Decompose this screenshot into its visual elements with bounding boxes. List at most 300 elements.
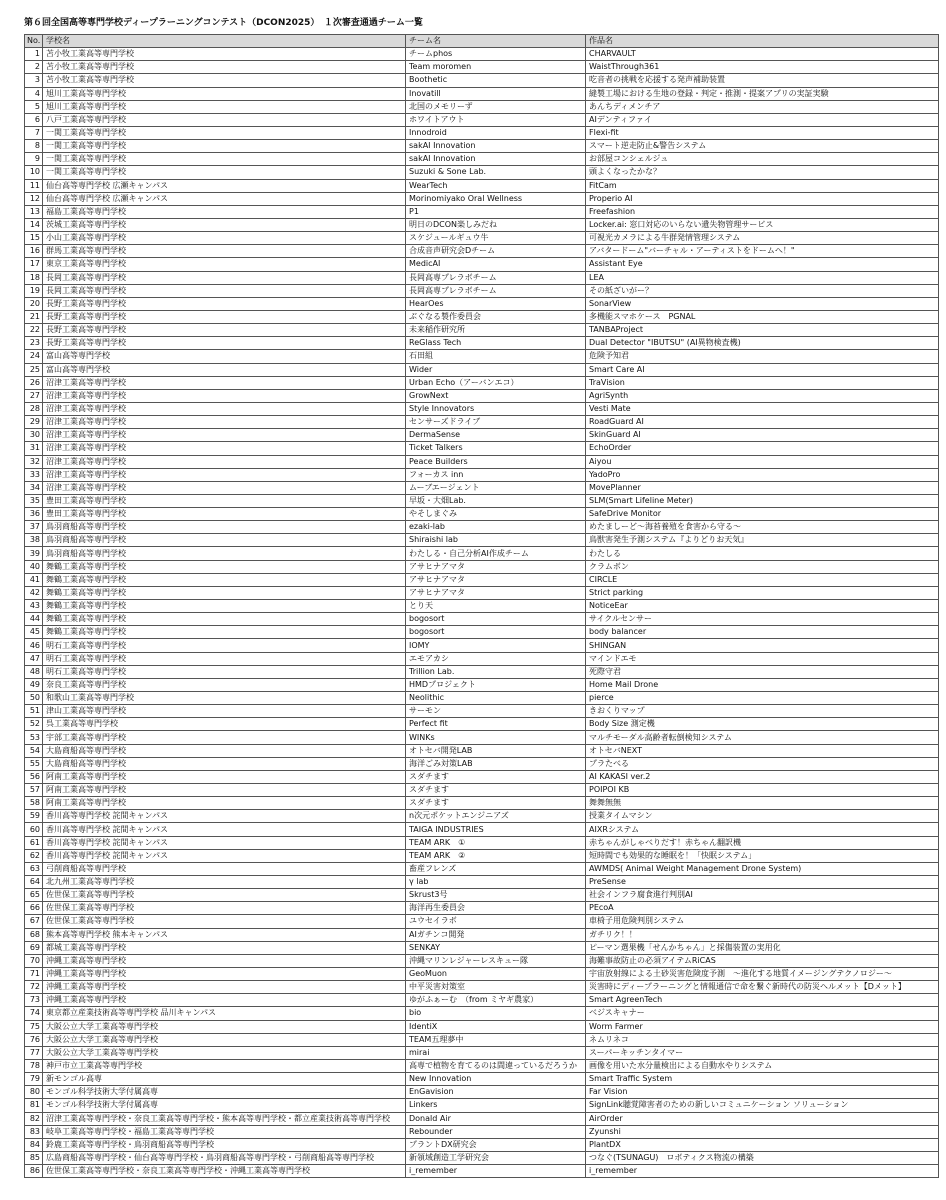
school-name: 鳥羽商船高等専門学校: [43, 521, 406, 534]
school-name: 阿南工業高等専門学校: [43, 770, 406, 783]
work-name: Smart Traffic System: [586, 1073, 939, 1086]
team-name: チームphos: [406, 48, 586, 61]
work-name: わたしる: [586, 547, 939, 560]
team-name: センサーズドライブ: [406, 416, 586, 429]
row-no: 72: [25, 981, 43, 994]
table-row: [25, 823, 939, 836]
row-no: 43: [25, 600, 43, 613]
school-name: 一関工業高等専門学校: [43, 140, 406, 153]
team-name: bogosort: [406, 613, 586, 626]
table-row: [25, 902, 939, 915]
row-no: 24: [25, 350, 43, 363]
team-name: フォーカス inn: [406, 468, 586, 481]
team-name: HMDプロジェクト: [406, 678, 586, 691]
table-row: [25, 429, 939, 442]
row-no: 73: [25, 994, 43, 1007]
row-no: 56: [25, 770, 43, 783]
work-name: Assistant Eye: [586, 258, 939, 271]
work-name: LEA: [586, 271, 939, 284]
team-name: 新領域創造工学研究会: [406, 1151, 586, 1164]
work-name: 社会インフラ腐食進行判別AI: [586, 889, 939, 902]
team-name: 畜産フレンズ: [406, 862, 586, 875]
row-no: 83: [25, 1125, 43, 1138]
table-row: [25, 941, 939, 954]
work-name: Freefashion: [586, 205, 939, 218]
team-name: TAIGA INDUSTRIES: [406, 823, 586, 836]
work-name: TraVision: [586, 376, 939, 389]
row-no: 31: [25, 442, 43, 455]
table-row: [25, 1033, 939, 1046]
team-name: Morinomiyako Oral Wellness: [406, 192, 586, 205]
school-name: 佐世保工業高等専門学校: [43, 889, 406, 902]
table-row: [25, 494, 939, 507]
table-row: [25, 100, 939, 113]
school-name: 苫小牧工業高等専門学校: [43, 48, 406, 61]
table-row: [25, 757, 939, 770]
work-name: ピーマン選果機「せんかちゃん」と採傷装置の実用化: [586, 941, 939, 954]
work-name: サイクルセンサー: [586, 613, 939, 626]
team-name: スダチます: [406, 797, 586, 810]
work-name: 吃音者の挑戦を応援する発声補助装置: [586, 74, 939, 87]
school-name: 鳥羽商船高等専門学校: [43, 534, 406, 547]
school-name: 長野工業高等専門学校: [43, 324, 406, 337]
school-name: 一関工業高等専門学校: [43, 126, 406, 139]
school-name: 香川高等専門学校 詫間キャンパス: [43, 849, 406, 862]
row-no: 62: [25, 849, 43, 862]
row-no: 76: [25, 1033, 43, 1046]
school-name: 東京都立産業技術高等専門学校 品川キャンパス: [43, 1007, 406, 1020]
table-row: [25, 284, 939, 297]
team-name: オトセバ開発LAB: [406, 744, 586, 757]
document-title: 第６回全国高等専門学校ディープラーニングコンテスト（DCON2025） １次審査通過チーム一覧: [24, 18, 423, 28]
school-name: 奈良工業高等専門学校: [43, 678, 406, 691]
row-no: 45: [25, 626, 43, 639]
table-row: [25, 718, 939, 731]
work-name: 舞舞無無: [586, 797, 939, 810]
team-name: New Innovation: [406, 1073, 586, 1086]
table-row: [25, 1099, 939, 1112]
table-row: [25, 271, 939, 284]
work-name: POIPOI KB: [586, 784, 939, 797]
work-name: Smart AgreenTech: [586, 994, 939, 1007]
work-name: i_remember: [586, 1165, 939, 1178]
work-name: 死際守君: [586, 665, 939, 678]
team-name: Urban Echo（アーバンエコ）: [406, 376, 586, 389]
school-name: 舞鶴工業高等専門学校: [43, 586, 406, 599]
work-name: TANBAProject: [586, 324, 939, 337]
team-name: Donald Air: [406, 1112, 586, 1125]
work-name: マルチモーダル高齢者転倒検知システム: [586, 731, 939, 744]
school-name: 沖縄工業高等専門学校: [43, 981, 406, 994]
work-name: PlantDX: [586, 1138, 939, 1151]
row-no: 47: [25, 652, 43, 665]
school-name: 一関工業高等専門学校: [43, 153, 406, 166]
table-row: [25, 810, 939, 823]
table-row: [25, 1059, 939, 1072]
team-name: 長岡高専プレラボチーム: [406, 284, 586, 297]
work-name: クラムボン: [586, 560, 939, 573]
team-name: ユウセイラボ: [406, 915, 586, 928]
school-name: 明石工業高等専門学校: [43, 665, 406, 678]
table-row: [25, 613, 939, 626]
table-row: [25, 573, 939, 586]
row-no: 55: [25, 757, 43, 770]
table-row: [25, 455, 939, 468]
school-name: 宇部工業高等専門学校: [43, 731, 406, 744]
table-row: [25, 521, 939, 534]
team-name: sakAI Innovation: [406, 153, 586, 166]
table-row: [25, 416, 939, 429]
team-name: Ticket Talkers: [406, 442, 586, 455]
school-name: 鈴鹿工業高等専門学校・鳥羽商船高等専門学校: [43, 1138, 406, 1151]
school-name: 仙台高等専門学校 広瀬キャンパス: [43, 179, 406, 192]
table-row: [25, 1046, 939, 1059]
work-name: スマート逆走防止&警告システム: [586, 140, 939, 153]
team-name: DermaSense: [406, 429, 586, 442]
table-row: [25, 376, 939, 389]
row-no: 39: [25, 547, 43, 560]
school-name: 呉工業高等専門学校: [43, 718, 406, 731]
table-row: [25, 48, 939, 61]
row-no: 34: [25, 481, 43, 494]
work-name: マインドエモ: [586, 652, 939, 665]
table-header-row: [25, 35, 939, 48]
work-name: SHINGAN: [586, 639, 939, 652]
school-name: 沼津工業高等専門学校: [43, 442, 406, 455]
school-name: 長野工業高等専門学校: [43, 297, 406, 310]
table-row: [25, 1165, 939, 1178]
table-row: [25, 74, 939, 87]
school-name: 新モンゴル高専: [43, 1073, 406, 1086]
row-no: 79: [25, 1073, 43, 1086]
school-name: 香川高等専門学校 詫間キャンパス: [43, 810, 406, 823]
team-name: bogosort: [406, 626, 586, 639]
table-row: [25, 639, 939, 652]
row-no: 14: [25, 218, 43, 231]
row-no: 71: [25, 967, 43, 980]
school-name: 沼津工業高等専門学校: [43, 376, 406, 389]
team-name: GeoMuon: [406, 967, 586, 980]
team-name: mirai: [406, 1046, 586, 1059]
team-name: 海洋再生委員会: [406, 902, 586, 915]
work-name: CHARVAULT: [586, 48, 939, 61]
team-name: とり天: [406, 600, 586, 613]
work-name: 縫製工場における生地の登録・判定・推測・提案アプリの実証実験: [586, 87, 939, 100]
school-name: 沼津工業高等専門学校: [43, 416, 406, 429]
row-no: 78: [25, 1059, 43, 1072]
row-no: 60: [25, 823, 43, 836]
team-name: AIガチンコ開発: [406, 928, 586, 941]
table-row: [25, 692, 939, 705]
team-name: Team moromen: [406, 61, 586, 74]
row-no: 51: [25, 705, 43, 718]
team-name: 中平災害対策室: [406, 981, 586, 994]
table-row: [25, 297, 939, 310]
row-no: 48: [25, 665, 43, 678]
work-name: Properio AI: [586, 192, 939, 205]
table-row: [25, 310, 939, 323]
row-no: 8: [25, 140, 43, 153]
row-no: 75: [25, 1020, 43, 1033]
work-name: Locker.ai: 窓口対応のいらない遺失物管理サービス: [586, 218, 939, 231]
row-no: 12: [25, 192, 43, 205]
row-no: 26: [25, 376, 43, 389]
team-name: 未来稲作研究所: [406, 324, 586, 337]
row-no: 19: [25, 284, 43, 297]
work-name: Strict parking: [586, 586, 939, 599]
row-no: 77: [25, 1046, 43, 1059]
table-row: [25, 678, 939, 691]
row-no: 53: [25, 731, 43, 744]
table-row: [25, 205, 939, 218]
row-no: 5: [25, 100, 43, 113]
school-name: 沖縄工業高等専門学校: [43, 954, 406, 967]
table-row: [25, 87, 939, 100]
work-name: Worm Farmer: [586, 1020, 939, 1033]
table-row: [25, 836, 939, 849]
table-row: [25, 876, 939, 889]
team-name: Skrust3号: [406, 889, 586, 902]
team-name: 合成音声研究会Dチーム: [406, 245, 586, 258]
row-no: 42: [25, 586, 43, 599]
school-name: 沼津工業高等専門学校: [43, 455, 406, 468]
table-row: [25, 218, 939, 231]
row-no: 82: [25, 1112, 43, 1125]
row-no: 44: [25, 613, 43, 626]
row-no: 36: [25, 508, 43, 521]
school-name: 富山高等専門学校: [43, 363, 406, 376]
school-name: 沼津工業高等専門学校: [43, 402, 406, 415]
row-no: 59: [25, 810, 43, 823]
work-name: 赤ちゃんがしゃべりだす！赤ちゃん翻訳機: [586, 836, 939, 849]
header-work: 作品名: [586, 35, 939, 48]
team-name: EnGavision: [406, 1086, 586, 1099]
school-name: モンゴル科学技術大学付属高専: [43, 1086, 406, 1099]
table-row: [25, 389, 939, 402]
team-name: P1: [406, 205, 586, 218]
school-name: 明石工業高等専門学校: [43, 652, 406, 665]
work-name: ネムリネコ: [586, 1033, 939, 1046]
team-name: アサヒナアマタ: [406, 560, 586, 573]
team-name: 北国のメモリーず: [406, 100, 586, 113]
school-name: 長野工業高等専門学校: [43, 337, 406, 350]
team-name: TEAM ARK ②: [406, 849, 586, 862]
row-no: 40: [25, 560, 43, 573]
row-no: 13: [25, 205, 43, 218]
work-name: AirOrder: [586, 1112, 939, 1125]
work-name: あんちディメンチア: [586, 100, 939, 113]
team-name: Shiraishi lab: [406, 534, 586, 547]
row-no: 7: [25, 126, 43, 139]
row-no: 35: [25, 494, 43, 507]
row-no: 86: [25, 1165, 43, 1178]
school-name: 舞鶴工業高等専門学校: [43, 573, 406, 586]
school-name: 八戸工業高等専門学校: [43, 113, 406, 126]
team-name: Innodroid: [406, 126, 586, 139]
team-name: Suzuki & Sone Lab.: [406, 166, 586, 179]
team-name: Peace Builders: [406, 455, 586, 468]
team-name: 長岡高専プレラボチーム: [406, 271, 586, 284]
school-name: 大島商船高等専門学校: [43, 757, 406, 770]
work-name: Body Size 測定機: [586, 718, 939, 731]
school-name: 広島商船高等専門学校・仙台高等専門学校・鳥羽商船高等専門学校・弓削商船高等専門学校: [43, 1151, 406, 1164]
row-no: 10: [25, 166, 43, 179]
team-name: プラントDX研究会: [406, 1138, 586, 1151]
team-name: sakAI Innovation: [406, 140, 586, 153]
row-no: 32: [25, 455, 43, 468]
school-name: モンゴル科学技術大学付属高専: [43, 1099, 406, 1112]
school-name: 神戸市立工業高等専門学校: [43, 1059, 406, 1072]
work-name: AIXRシステム: [586, 823, 939, 836]
row-no: 85: [25, 1151, 43, 1164]
school-name: 佐世保工業高等専門学校・奈良工業高等専門学校・沖縄工業高等専門学校: [43, 1165, 406, 1178]
work-name: RoadGuard AI: [586, 416, 939, 429]
team-name: n次元ポケットエンジニアズ: [406, 810, 586, 823]
header-school: 学校名: [43, 35, 406, 48]
work-name: 授業タイムマシン: [586, 810, 939, 823]
row-no: 27: [25, 389, 43, 402]
school-name: 沼津工業高等専門学校: [43, 481, 406, 494]
work-name: オトセバNEXT: [586, 744, 939, 757]
row-no: 4: [25, 87, 43, 100]
school-name: 舞鶴工業高等専門学校: [43, 613, 406, 626]
work-name: Dual Detector "IBUTSU" (AI異物検査機): [586, 337, 939, 350]
table-row: [25, 1151, 939, 1164]
table-row: [25, 140, 939, 153]
team-name: SENKAY: [406, 941, 586, 954]
team-name: 石田組: [406, 350, 586, 363]
table-row: [25, 560, 939, 573]
work-name: Aiyou: [586, 455, 939, 468]
table-row: [25, 967, 939, 980]
school-name: 沖縄工業高等専門学校: [43, 967, 406, 980]
work-name: AgriSynth: [586, 389, 939, 402]
row-no: 63: [25, 862, 43, 875]
team-name: ReGlass Tech: [406, 337, 586, 350]
school-name: 苫小牧工業高等専門学校: [43, 61, 406, 74]
work-name: SonarView: [586, 297, 939, 310]
table-row: [25, 1073, 939, 1086]
school-name: 一関工業高等専門学校: [43, 166, 406, 179]
school-name: 豊田工業高等専門学校: [43, 508, 406, 521]
team-name: わたしる・自己分析AI作成チーム: [406, 547, 586, 560]
row-no: 46: [25, 639, 43, 652]
table-row: [25, 954, 939, 967]
row-no: 41: [25, 573, 43, 586]
team-name: TEAM ARK ①: [406, 836, 586, 849]
team-name: Rebounder: [406, 1125, 586, 1138]
table-row: [25, 166, 939, 179]
school-name: 岐阜工業高等専門学校・福島工業高等専門学校: [43, 1125, 406, 1138]
school-name: 沖縄工業高等専門学校: [43, 994, 406, 1007]
team-name: GrowNext: [406, 389, 586, 402]
school-name: 長岡工業高等専門学校: [43, 284, 406, 297]
work-name: AWMDS( Animal Weight Management Drone System): [586, 862, 939, 875]
work-name: お部屋コンシェルジュ: [586, 153, 939, 166]
work-name: Home Mail Drone: [586, 678, 939, 691]
table-row: [25, 784, 939, 797]
team-name: 早坂・大畑Lab.: [406, 494, 586, 507]
row-no: 61: [25, 836, 43, 849]
row-no: 17: [25, 258, 43, 271]
work-name: 鳥獣害発生予測システム『よりどりお天気』: [586, 534, 939, 547]
school-name: 舞鶴工業高等専門学校: [43, 600, 406, 613]
school-name: 長野工業高等専門学校: [43, 310, 406, 323]
school-name: 大阪公立大学工業高等専門学校: [43, 1020, 406, 1033]
school-name: 豊田工業高等専門学校: [43, 494, 406, 507]
school-name: 沼津工業高等専門学校: [43, 389, 406, 402]
row-no: 1: [25, 48, 43, 61]
team-name: 明日のDCON楽しみだね: [406, 218, 586, 231]
row-no: 18: [25, 271, 43, 284]
team-name: Neolithic: [406, 692, 586, 705]
school-name: 津山工業高等専門学校: [43, 705, 406, 718]
work-name: SafeDrive Monitor: [586, 508, 939, 521]
row-no: 69: [25, 941, 43, 954]
team-name: Boothetic: [406, 74, 586, 87]
team-name: アサヒナアマタ: [406, 573, 586, 586]
row-no: 25: [25, 363, 43, 376]
row-no: 70: [25, 954, 43, 967]
school-name: 舞鶴工業高等専門学校: [43, 626, 406, 639]
school-name: 旭川工業高等専門学校: [43, 100, 406, 113]
school-name: 小山工業高等専門学校: [43, 232, 406, 245]
school-name: 大阪公立大学工業高等専門学校: [43, 1046, 406, 1059]
table-row: [25, 192, 939, 205]
team-name: ezaki-lab: [406, 521, 586, 534]
table-row: [25, 770, 939, 783]
row-no: 28: [25, 402, 43, 415]
team-name: MedicAI: [406, 258, 586, 271]
table-row: [25, 1138, 939, 1151]
school-name: 福島工業高等専門学校: [43, 205, 406, 218]
table-row: [25, 232, 939, 245]
work-name: AIデンティファイ: [586, 113, 939, 126]
school-name: 沼津工業高等専門学校: [43, 429, 406, 442]
header-no: No.: [25, 35, 43, 48]
team-name: TEAM五理夢中: [406, 1033, 586, 1046]
school-name: 富山高等専門学校: [43, 350, 406, 363]
school-name: 北九州工業高等専門学校: [43, 876, 406, 889]
work-name: PreSense: [586, 876, 939, 889]
work-name: つなぐ(TSUNAGU) ロボティクス物流の構築: [586, 1151, 939, 1164]
school-name: 香川高等専門学校 詫間キャンパス: [43, 823, 406, 836]
school-name: 東京工業高等専門学校: [43, 258, 406, 271]
team-name: サーモン: [406, 705, 586, 718]
work-name: 多機能スマホケース PGNAL: [586, 310, 939, 323]
school-name: 熊本高等専門学校 熊本キャンパス: [43, 928, 406, 941]
table-row: [25, 1125, 939, 1138]
row-no: 81: [25, 1099, 43, 1112]
header-team: チーム名: [406, 35, 586, 48]
team-name: ホワイトアウト: [406, 113, 586, 126]
table-row: [25, 797, 939, 810]
table-row: [25, 600, 939, 613]
team-name: アサヒナアマタ: [406, 586, 586, 599]
table-row: [25, 889, 939, 902]
work-name: 宇宙放射線による土砂災害危険度予測 ～進化する地質イメージングテクノロジー～: [586, 967, 939, 980]
row-no: 65: [25, 889, 43, 902]
school-name: 佐世保工業高等専門学校: [43, 915, 406, 928]
row-no: 30: [25, 429, 43, 442]
work-name: MovePlanner: [586, 481, 939, 494]
table-row: [25, 337, 939, 350]
school-name: 長岡工業高等専門学校: [43, 271, 406, 284]
row-no: 11: [25, 179, 43, 192]
row-no: 66: [25, 902, 43, 915]
work-name: 車椅子用危険判別システム: [586, 915, 939, 928]
school-name: 阿南工業高等専門学校: [43, 784, 406, 797]
